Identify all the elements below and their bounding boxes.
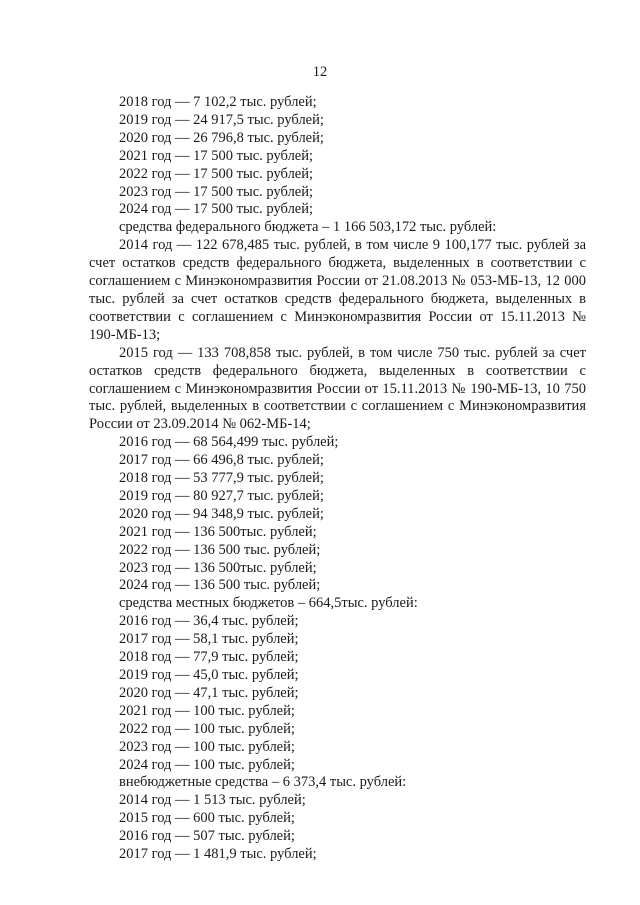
text-line: 2017 год — 58,1 тыс. рублей;	[119, 631, 299, 648]
text-line: 2022 год — 136 500 тыс. рублей;	[119, 541, 321, 558]
text-line: 2021 год — 17 500 тыс. рублей;	[119, 147, 314, 164]
text-line: 2016 год — 507 тыс. рублей;	[119, 828, 295, 845]
text-line: 2017 год — 1 481,9 тыс. рублей;	[119, 846, 317, 863]
document-body	[89, 94, 586, 864]
text-line: 2024 год — 17 500 тыс. рублей;	[119, 201, 314, 218]
section-heading-local: средства местных бюджетов – 664,5тыс. рублей:	[119, 595, 418, 612]
page-number: 12	[312, 64, 328, 80]
text-line: 2014 год — 1 513 тыс. рублей;	[119, 792, 306, 809]
text-line: 2022 год — 100 тыс. рублей;	[119, 720, 295, 737]
section-heading-extrabudget: внебюджетные средства – 6 373,4 тыс. рублей:	[119, 774, 407, 791]
text-line: 2021 год — 100 тыс. рублей;	[119, 702, 295, 719]
text-line: 2018 год — 77,9 тыс. рублей;	[119, 649, 299, 666]
text-line: 2019 год — 45,0 тыс. рублей;	[119, 667, 299, 683]
section-heading-federal: средства федерального бюджета – 1 166 503,172 тыс. рублей:	[119, 219, 497, 236]
paragraph-2015: 2015 год — 133 708,858 тыс. рублей, в том числе 750 тыс. рублей за счет остатков средств федерального бюджета, выделенных в соответствии с соглашением с Минэкономразвития России от 15.11.2013 № 190-МБ-13, 10 750 тыс. рублей, выделенных в соответствии с соглашением с Минэкономразвития России от 23.09.2014 № 062-МБ-14;	[89, 344, 586, 433]
text-line: 2018 год — 53 777,9 тыс. рублей;	[119, 470, 324, 487]
text-line: 2023 год — 100 тыс. рублей;	[119, 738, 295, 755]
text-line: 2020 год — 26 796,8 тыс. рублей;	[119, 129, 324, 146]
text-line: 2024 год — 136 500 тыс. рублей;	[119, 577, 321, 594]
text-line: 2020 год — 94 348,9 тыс. рублей;	[119, 505, 324, 522]
text-line: 2022 год — 17 500 тыс. рублей;	[119, 165, 314, 182]
text-line: 2017 год — 66 496,8 тыс. рублей;	[119, 452, 324, 469]
text-line: 2020 год — 47,1 тыс. рублей;	[119, 684, 299, 701]
text-line: 2023 год — 136 500тыс. рублей;	[119, 559, 317, 576]
text-line: 2024 год — 100 тыс. рублей;	[119, 756, 295, 773]
text-line: 2019 год — 24 917,5 тыс. рублей;	[119, 111, 324, 128]
text-line: 2015 год — 600 тыс. рублей;	[119, 810, 295, 827]
text-line: 2021 год — 136 500тыс. рублей;	[119, 523, 317, 540]
text-line: 2019 год — 80 927,7 тыс. рублей;	[119, 487, 324, 504]
text-line: 2018 год — 7 102,2 тыс. рублей;	[119, 94, 317, 110]
text-line: 2016 год — 68 564,499 тыс. рублей;	[119, 434, 339, 451]
text-line: 2023 год — 17 500 тыс. рублей;	[119, 183, 314, 200]
paragraph-2014: 2014 год — 122 678,485 тыс. рублей, в том числе 9 100,177 тыс. рублей за счет остатков средств федерального бюджета, выделенных в соответствии с соглашением с Минэкономразвития России от 21.08.2013 № 053-МБ-13, 12 000 тыс. рублей за счет остатков средств федерального бюджета, выделенных в соответствии с соглашением с Минэкономразвития России от 15.11.2013 № 190-МБ-13;	[89, 237, 586, 343]
text-line: 2016 год — 36,4 тыс. рублей;	[119, 613, 299, 630]
